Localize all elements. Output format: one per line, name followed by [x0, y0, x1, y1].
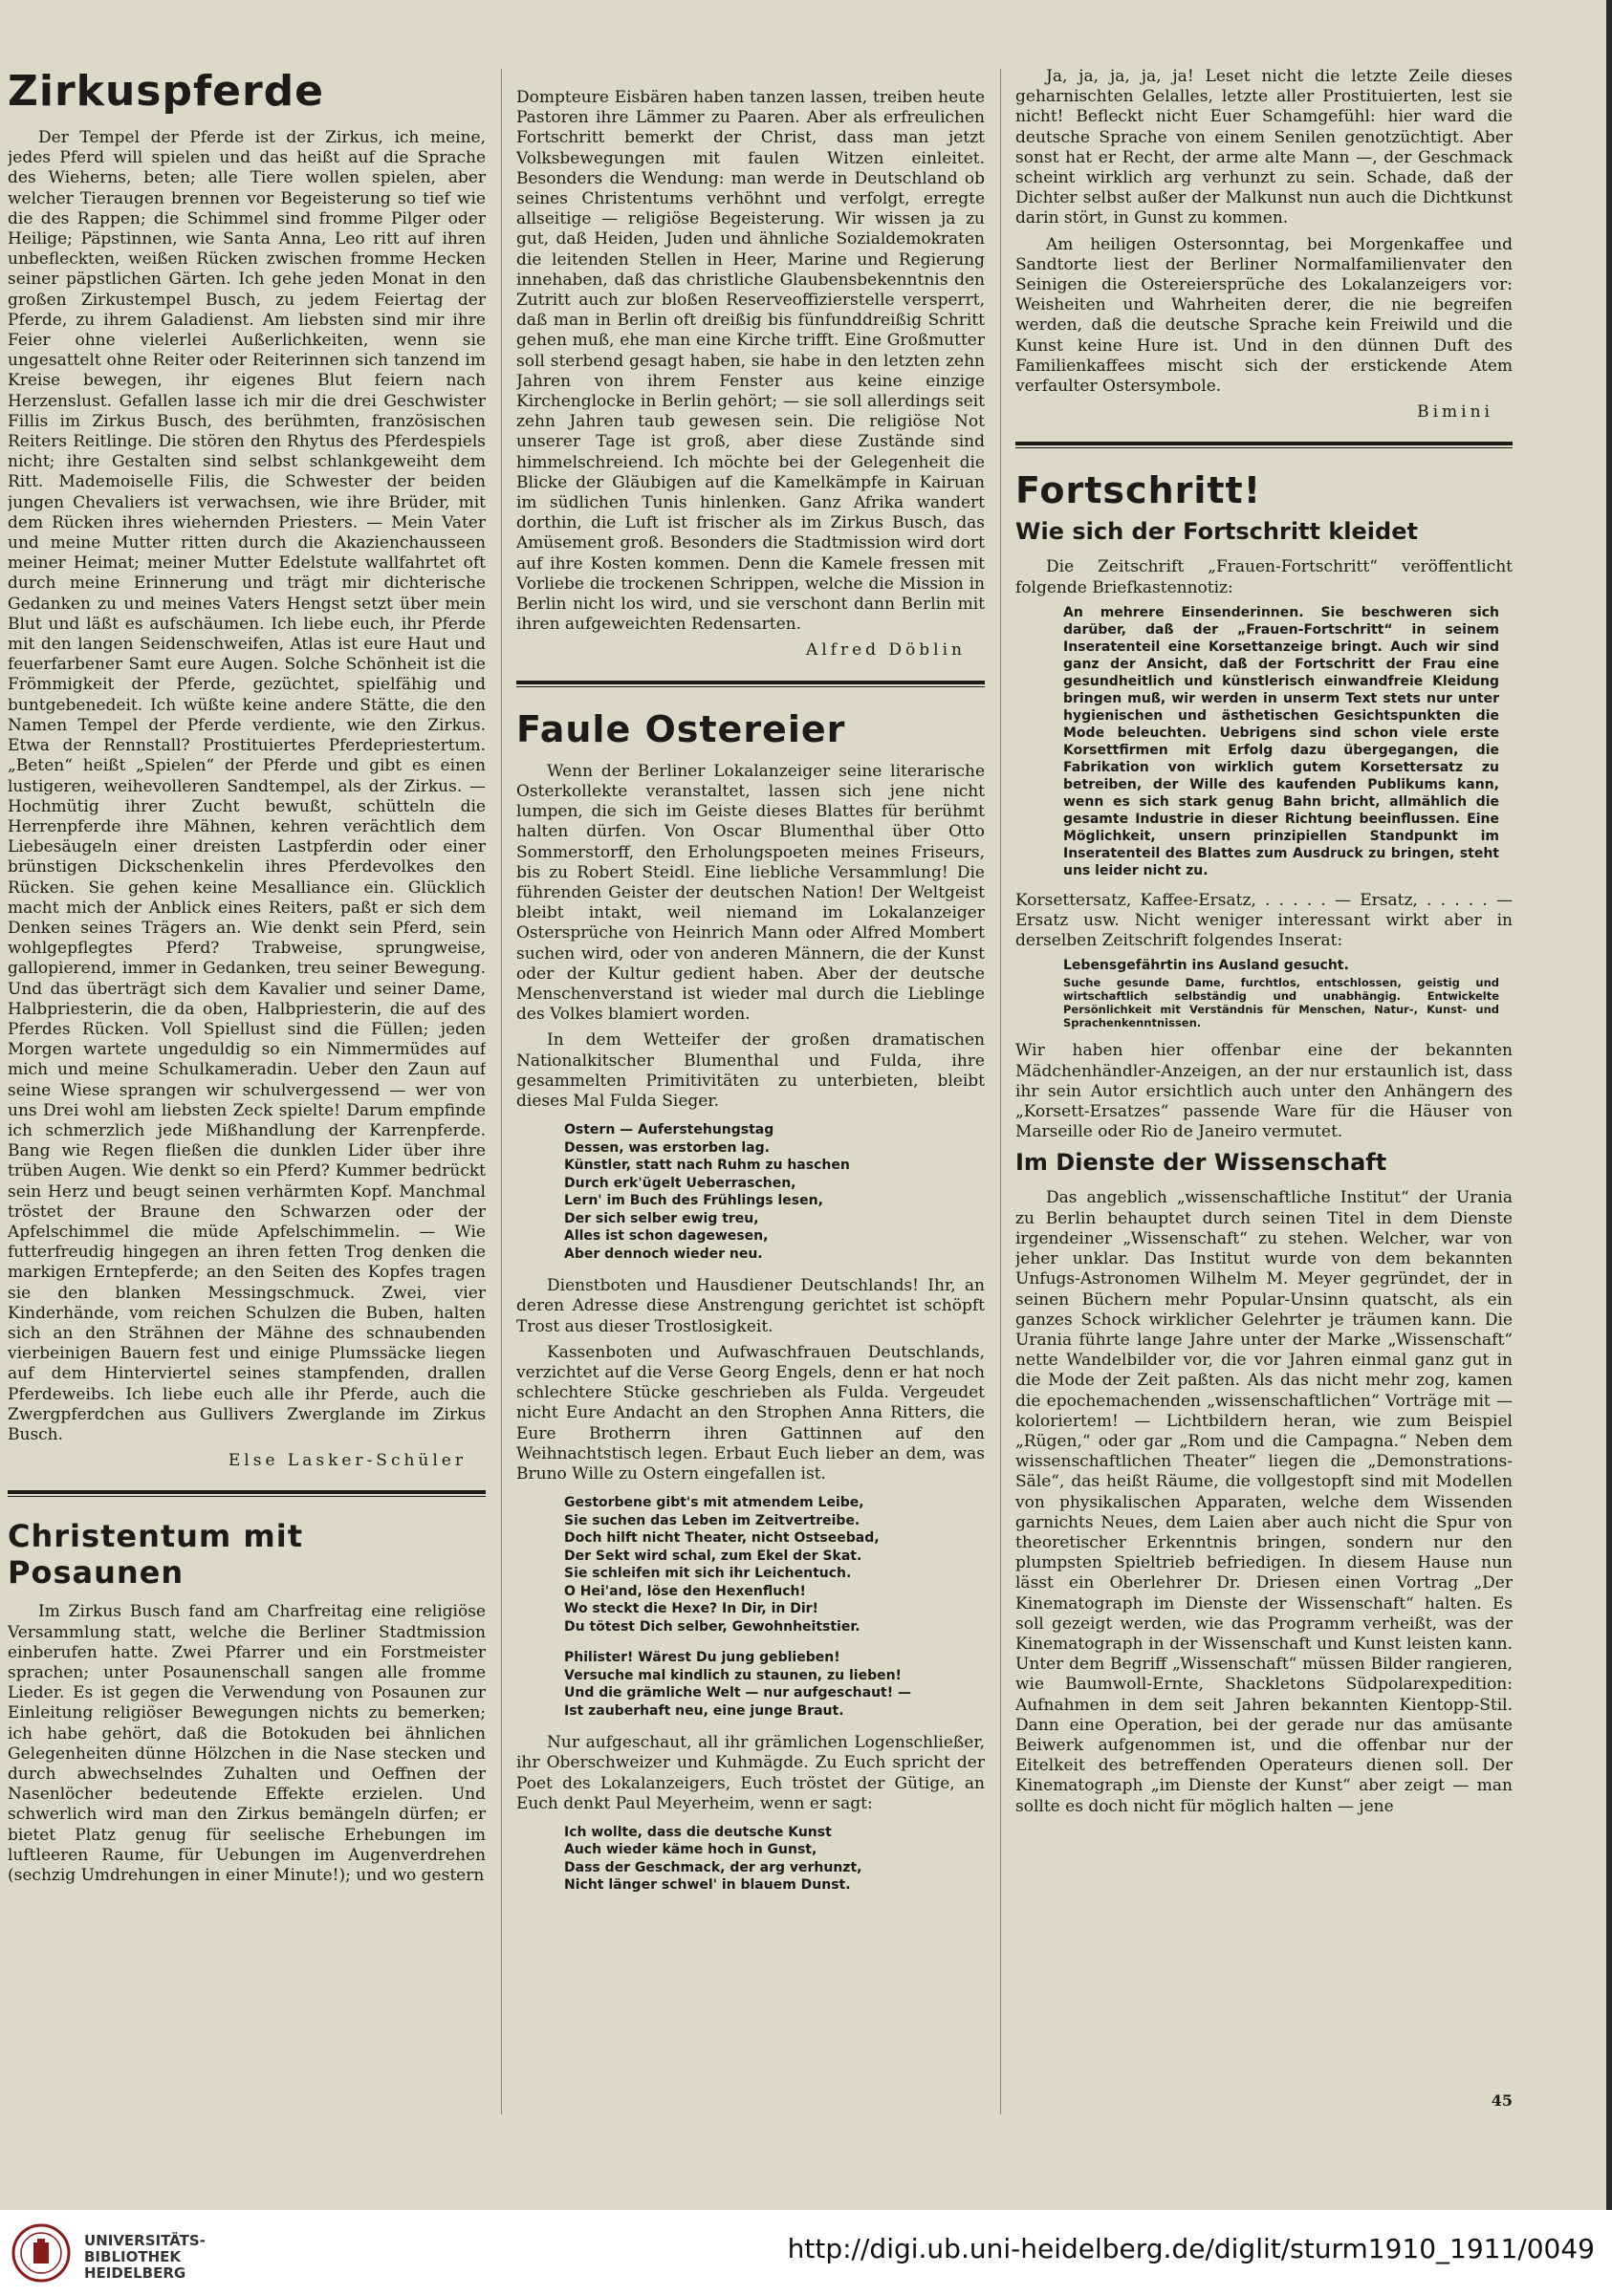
poem-line: Dessen, was erstorben lag. — [564, 1139, 770, 1156]
section-rule-thin — [8, 1496, 486, 1497]
paragraph: Dienstboten und Hausdiener Deutschlands! Ihr, an deren Adresse diese Anstrengung gerichtet ist schöpft Trost aus dieser Trostlosigkeit. — [516, 1276, 985, 1336]
paragraph: In dem Wetteifer der großen dramatischen Nationalkitscher Blumenthal und Fulda, ihre gesammelten Primitivitäten zu unterbieten, bleibt dieses Mal Fulda Sieger. — [516, 1030, 985, 1111]
poem-line: Der Sekt wird schal, zum Ekel der Skat. — [564, 1548, 862, 1564]
paragraph: Kassenboten und Aufwaschfrauen Deutschlands, verzichtet auf die Verse Georg Engels, denn er hat noch schlechtere Stücke geschrieben als Fulda. Vergeudet nicht Eure Andacht an den Strophen Anna Ritters, die Eure Brotherrn ihren Gattinnen auf den Weihnachtstisch legen. Erbaut Euch lieber an dem, was Bruno Wille zu Ostern eingefallen ist. — [516, 1342, 985, 1484]
section-rule-thin — [1015, 447, 1513, 448]
paragraph: Am heiligen Ostersonntag, bei Morgenkaffee und Sandtorte liest der Berliner Normalfamilienvater den Seinigen die Ostereiersprüche des Lokalanzeigers vor: Weisheiten und Wahrheiten derer, die nie begreifen werden, daß die deutsche Sprache kein Freiwild und die Kunst keine Hure ist. Und in den dünnen Duft des Familienkaffees mischt sich der erstickende Atem verfaulter Ostersymbole. — [1015, 234, 1513, 397]
poem-line: Nicht länger schwel' in blauem Dunst. — [564, 1877, 851, 1894]
poem-line: Lern' im Buch des Frühlings lesen, — [564, 1193, 823, 1209]
poem-line: Sie suchen das Leben im Zeitvertreibe. — [564, 1512, 860, 1528]
paragraph: Nur aufgeschaut, all ihr grämlichen Logenschließer, ihr Oberschweizer und Kuhmägde. Zu Euch spricht der Poet des Lokalanzeigers, Euch tröstet der Gütige, an Euch denkt Paul Meyerheim, wenn er sagt: — [516, 1733, 985, 1813]
poem-line: O Hei'and, löse den Hexenfluch! — [564, 1583, 806, 1599]
headline-zirkuspferde: Zirkuspferde — [8, 67, 324, 116]
advert-heading: Lebensgefährtin ins Ausland gesucht. — [1063, 958, 1349, 974]
poem-line: Durch erk'ügelt Ueberraschen, — [564, 1175, 796, 1191]
advert-text: Suche gesunde Dame, furchtlos, entschlossen, geistig und wirtschaftlich selbständig und unabhängig. Entwickelte Persönlichkeit mit Verständnis für Menschen, Natur-, Kunst- und Sprachenkenntnissen. — [1063, 976, 1499, 1030]
library-line: BIBLIOTHEK — [84, 2248, 181, 2265]
poem-line: Du tötest Dich selber, Gewohnheitstier. — [564, 1618, 860, 1635]
headline-fortschritt: Fortschritt! — [1015, 469, 1262, 512]
headline-faule-ostereier: Faule Ostereier — [516, 707, 846, 750]
column-divider — [501, 69, 502, 2114]
subheadline: Wie sich der Fortschritt kleidet — [1015, 518, 1418, 546]
poem-line: Philister! Wärest Du jung geblieben! — [564, 1650, 840, 1666]
author-signature: Alfred Döblin — [805, 640, 966, 661]
poem-line: Ostern — Auferstehungstag — [564, 1122, 774, 1138]
quoted-advert — [1063, 959, 1499, 1029]
library-name — [84, 2233, 206, 2282]
column-1 — [8, 67, 486, 2179]
article-body — [8, 128, 486, 1445]
library-footer — [0, 2210, 1612, 2296]
paragraph: Das angeblich „wissenschaftliche Institut“ der Urania zu Berlin behauptet durch seinen Titel in dem Dienste irgendeiner „Wissenschaft“ zu stehen. Welcher, war von jeher unklar. Das Institut wurde von dem bekannten Unfugs-Astronomen Wilhelm M. Meyer gegründet, der in seinen Büchern mehr Popular-Unsinn quatscht, als ein ganzes Schock wirklicher Gelehrter je träumen kann. Die Urania führte lange Jahre unter der Marke „Wissenschaft“ nette Wandelbilder vor, die vor Jahren einmal ganz gut in die Mode der Zeit paßten. Als das nicht mehr zog, kamen die epochemachenden „wissenschaftlichen“ Vorträge mit — koloriertem! — Lichtbildern heran, wie zum Beispiel „Rügen,“ oder gar „Rom und die Campagna.“ Neben dem wissenschaftlichen Theater“ liegen die „Demonstrations-Säle“, das heißt Räume, die vollgestopft sind mit Modellen von physikalischen Apparaten, welche dem Wissenden garnichts Neues, dem Laien aber auch nicht die Spur von theoretischer Erkenntnis bringen, sondern nur den plumpsten Spieltrieb befriedigen. In diesem Hause nun lässt ein Oberlehrer Dr. Driesen einen Vortrag „Der Kinematograph im Dienste der Wissenschaft“ halten. Es soll gezeigt werden, wie das Programm verheißt, was der Kinematograph in der Wissenschaft und Kunst leisten kann. Unter dem Begriff „Wissenschaft“ müssen Bilder rangieren, wie Baumwoll-Ernte, Shackletons Südpolarexpedition: Aufnahmen in dem seit Jahren bekannten Kientopp-Stil. Dann eine Operation, bei der gerade nur das amüsante Beiwerk aufgenommen ist, und die offenbar nur der Eitelkeit des betreffenden Operateurs dienen soll. Der Kinematograph „im Dienste der Kunst“ aber zeigt — man sollte es doch nicht für möglich halten — jene — [1015, 1188, 1513, 1816]
poem-wille-2 — [564, 1649, 985, 1720]
library-line: UNIVERSITÄTS- — [84, 2232, 206, 2249]
paragraph: Korsettersatz, Kaffee-Ersatz, . . . . . — Ersatz, . . . . . — Ersatz usw. Nicht weniger interessant wirkt aber in derselben Zeitschrift folgendes Inserat: — [1015, 890, 1513, 951]
author-signature: Bimini — [1417, 402, 1493, 422]
poem-line: Dass der Geschmack, der arg verhunzt, — [564, 1859, 862, 1875]
author-signature: Else Lasker-Schüler — [228, 1451, 467, 1471]
poem-line: Auch wieder käme hoch in Gunst, — [564, 1842, 817, 1858]
library-line: HEIDELBERG — [84, 2264, 186, 2282]
poem-line: Ist zauberhaft neu, eine junge Braut. — [564, 1702, 844, 1719]
poem-line: Künstler, statt nach Ruhm zu haschen — [564, 1158, 850, 1174]
poem-fulda — [564, 1121, 985, 1263]
paragraph: Die Zeitschrift „Frauen-Fortschritt“ veröffentlicht folgende Briefkastennotiz: — [1015, 557, 1513, 597]
paragraph: Im Zirkus Busch fand am Charfreitag eine religiöse Versammlung statt, welche die Berliner Stadtmission einberufen hatte. Zwei Pfarrer und ein Forstmeister sprachen; unter Posaunenschall sangen alle fromme Lieder. Es ist gegen die Verwendung von Posaunen zur Einleitung religiöser Bewegungen nichts zu bemerken; ich habe gehört, daß die Botokuden bei ähnlichen Gelegenheiten dünne Hölzchen in die Nase stecken und durch abwechselndes Zuhalten und Oeffnen der Nasenlöcher bedeutende Effekte erzielen. Und schwerlich wird man den Zirkus bemängeln dürfen; er bietet Platz genug für seelische Erhebungen im luftleeren Raume, für Uebungen im Augenverdrehen (sechzig Umdrehungen in einer Minute!); und wo gestern — [8, 1602, 486, 1886]
paragraph: Wir haben hier offenbar eine der bekannten Mädchenhändler-Anzeigen, an der nur erstaunlich ist, dass ihr sein Autor ersichtlich auch unter den Anhängern des „Korsett-Ersatzes“ passende Ware für die Häuser von Marseille oder Rio de Janeiro vermutet. — [1015, 1041, 1513, 1142]
subheadline: Im Dienste der Wissenschaft — [1015, 1149, 1387, 1177]
section-rule — [1015, 442, 1513, 445]
paragraph: Ja, ja, ja, ja, ja! Leset nicht die letzte Zeile dieses geharnischten Gelalles, letzte aller Prostituierten, lest sie nicht! Befleckt nicht Euer Schamgefühl: hier ward die deutsche Sprache von einem Senilen genotzüchtigt. Aber sonst hat er Recht, der arme alte Mann —, der Geschmack scheint wirklich arg verhunzt zu sein. Schade, daß der Dichter selbst außer der Malkunst nun auch die Dichtkunst darin stört, in Gunst zu kommen. — [1015, 67, 1513, 228]
poem-line: Aber dennoch wieder neu. — [564, 1245, 763, 1262]
section-rule-thin — [516, 686, 985, 687]
paragraph: Wenn der Berliner Lokalanzeiger seine literarische Osterkollekte veranstaltet, lassen sich jene nicht lumpen, die sich im Geiste dieses Blattes für berühmt halten dürfen. Von Oscar Blumenthal über Otto Sommerstorff, den Erholungspoeten meines Friseurs, bis zu Robert Steidl. Eine liebliche Versammlung! Die führenden Geister der deutschen Nation! Der Weltgeist bleibt intakt, weil niemand im Lokalanzeiger Ostersprüche von Heinrich Mann oder Alfred Mombert suchen wird, oder von anderen Männern, die der Kunst oder der Kultur gedient haben. Aber der deutsche Menschenverstand ist wieder mal durch die Lieblinge des Volkes blamiert worden. — [516, 761, 985, 1025]
column-divider — [1000, 69, 1001, 2114]
quoted-notice: An mehrere Einsenderinnen. Sie beschweren sich darüber, daß der „Frauen-Fortschritt“ in seinem Inseratenteil eine Korsettanzeige bringt. Auch wir sind ganz der Ansicht, daß der Fortschritt der Frau eine gesundheitlich und künstlerisch einwandfreie Kleidung bringen muß, wir werden in unserm Text stets nur unter hygienischen und ästhetischen Gesichtspunkten die Mode beleuchten. Uebrigens sind schon viele erste Korsettfirmen mit Erfolg dazu übergegangen, die Fabrikation von wirklich gutem Korsettersatz zu betreiben, der Wille des kaufenden Publikums kann, wenn es sich stark genug Bahn bricht, allmählich die gesamte Industrie in dieser Richtung beeinflussen. Eine Möglichkeit, unsern prinzipiellen Standpunkt im Inseratenteil des Blattes zum Ausdruck zu bringen, steht uns leider nicht zu. — [1063, 604, 1499, 878]
poem-line: Doch hilft nicht Theater, nicht Ostseebad, — [564, 1530, 880, 1547]
poem-line: Ich wollte, dass die deutsche Kunst — [564, 1824, 832, 1840]
paragraph: Der Tempel der Pferde ist der Zirkus, ich meine, jedes Pferd will spielen und das heißt auf die Sprache des Wieherns, beten; alle Tiere wollen spielen, aber welcher Tieraugen brennen vor Begeisterung so tief wie die des Rappen; die Schimmel sind fromme Pilger oder Heilige; Päpstinnen, wie Santa Anna, Leo ritt auf ihren unbefleckten, weißen Rücken zwischen fromme Hecken seiner päpstlichen Gärten. Ich gehe jeden Monat in den großen Zirkustempel Busch, zu jedem Feiertag der Pferde, zu ihrem Galadienst. Am liebsten sind mir ihre Feier ohne vielerlei Außerlichkeiten, wenn sie ungesattelt ohne Reiter oder Reiterinnen sich tanzend im Kreise bewegen, ihr eigenes Blut feiern nach Herzenslust. Gefallen lasse ich mir die drei Geschwister Fillis im Zirkus Busch, des berühmten, französischen Reiters Reitlinge. Die stören den Rhytus des Pferdespiels nicht; ihre Gestalten sind selbst schlankgeweiht dem Ritt. Mademoiselle Filis, die Schwester der beiden jungen Chevaliers ist verwachsen, wie ihre Brüder, mit dem Rücken ihres wiehernden Priesters. — Mein Vater und meine Mutter ritten durch die Akazienchausseen meiner Heimat; meiner Mutter Edelstute wallfahrtet oft durch meine Erinnerung und trägt mir dichterische Gedanken zu und meines Vaters Hengst setzt über mein Blut und läßt es aufschäumen. Ich liebe euch, ihr Pferde mit den langen Seidenschweifen, Atlas ist eure Haut und feuerfarbener Samt eure Augen. Solche Schönheit ist die Frömmigkeit der Pferde, gezüchtet, spielfähig und buntgebenedeit. Ich wüßte keine andere Stätte, die den Namen Tempel der Pferde verdiente, wie den Zirkus. Etwa der Rennstall? Prostituiertes Pferdepriestertum. „Beten“ heißt „Spielen“ der Pferde und gibt es einen lustigeren, weihevolleren Sandtempel, als der Zirkus. — Hochmütig ihrer Zucht bewußt, schütteln die Herrenpferde ihre Mähnen, kehren verächtlich dem Liebesäugeln einer dreisten Lastpferdin oder einer brünstigen Dickschenkelin ihres Pferdevolkes den Rücken. Sie gehen keine Mesalliance ein. Glücklich macht mich der Anblick eines Reiters, paßt er sich dem Denken seines Trägers an. Wie denkt sein Pferd, sein wohlgepflegtes Pferd? Trabweise, sprungweise, gallopierend, immer in Gedanken, treu seiner Bewegung. Und das überträgt sich dem Kavalier und seiner Dame, Halbpriesterin, die da oben, Halbpriesterin, die auf des Pferdes Rücken. Voll Spiellust sind die Füllen; jeden Morgen wartete ungeduldig so ein Nimmermüdes auf mich und meine Schulkameradin. Ueber den Zaun auf seine Wiese sprangen wir schulvergessend — wer von uns Drei wohl am liebsten Zeck spielte! Darum empfinde ich schmerzlich jede Mißhandlung der Karrenpferde. Bang wie Regen fließen die dunklen Lider über ihre trüben Augen. Wie denkt so ein Pferd? Kummer bedrückt sein Herz und beugt seinen verhärmten Kopf. Manchmal tröstet der Braune den Schwarzen oder der Apfelschimmel die müde Apfelschimmelin. — Wie futterfreudig hingegen an ihren fetten Trog denken die markigen Erntepferde; an den Seiten des Kopfes tragen sie den blanken Messingschmuck. Zwei, vier Kinderhände, vom reichen Schulzen die Buben, halten sich an den Strähnen der Mähne des schnaubenden vierbeinigen Bauern fest und einige Plumssäcke liegen auf dem Hinterviertel seines stampfenden, drallen Pferdeweibs. Ich liebe euch alle ihr Pferde, auch die Zwergpferdchen aus Gullivers Zwerglande im Zirkus Busch. — [8, 128, 486, 1444]
source-url[interactable]: http://digi.ub.uni-heidelberg.de/diglit/sturm1910_1911/0049 — [787, 2233, 1595, 2264]
poem-line: Der sich selber ewig treu, — [564, 1210, 759, 1226]
poem-line: Wo steckt die Hexe? In Dir, in Dir! — [564, 1601, 818, 1617]
poem-meyerheim — [564, 1824, 985, 1895]
poem-line: Gestorbene gibt's mit atmendem Leibe, — [564, 1495, 864, 1511]
seal-icon — [11, 2223, 71, 2283]
column-3 — [1015, 67, 1513, 2170]
poem-line: Und die grämliche Welt — nur aufgeschaut! — — [564, 1685, 911, 1701]
poem-wille — [564, 1494, 985, 1635]
paragraph: Dompteure Eisbären haben tanzen lassen, treiben heute Pastoren ihre Lämmer zu Paaren. Aber als erfreulichen Fortschritt bemerkt der Christ, dass man jetzt Volksbewegungen mit faulen Witzen einleitet. Besonders die Wendung: man werde in Deutschland ob seines Christentums verhöhnt und verfolgt, erregte allseitige — religiöse Begeisterung. Wir wissen ja zu gut, daß Heiden, Juden und ähnliche Sozialdemokraten die leitenden Stellen in Heer, Marine und Regierung innehaben, daß das christliche Glaubensbekenntnis den Zutritt auch zur bloßen Reserveoffizierstelle versperrt, daß man in Berlin oft dreißig bis fünfunddreißig Schritt gehen muß, ehe man eine Kirche trifft. Eine Großmutter soll sterbend gesagt haben, sie habe in den letzten zehn Jahren von ihrem Fenster aus keine einzige Kirchenglocke in Berlin gehört; — sie soll allerdings seit zehn Jahren taub gewesen sein. Die religiöse Not unserer Tage ist groß, aber diese Zustände sind himmelschreiend. Ich möchte bei der Gelegenheit die Blicke der Gläubigen auf die Kamelkämpfe in Kairuan im südlichen Tunis hinlenken. Ganz Afrika wandert dorthin, die Luft ist frischer als im Zirkus Busch, das Amüsement groß. Besonders die Stadtmission wird dort auf ihre Kosten kommen. Denn die Kamele fressen mit Vorliebe die trockenen Schrippen, welche die Mission in Berlin nicht los wird, und sie verschont dann Berlin mit ihren aufgeweichten Redensarten. — [516, 88, 985, 635]
poem-line: Versuche mal kindlich zu staunen, zu lieben! — [564, 1667, 902, 1683]
column-2 — [516, 88, 985, 2191]
headline-christentum: Christentum mit Posaunen — [8, 1518, 304, 1592]
scan-edge — [1606, 0, 1612, 2210]
poem-line: Alles ist schon dagewesen, — [564, 1228, 769, 1245]
page-number: 45 — [1491, 2091, 1513, 2110]
section-rule — [8, 1490, 486, 1494]
section-rule — [516, 681, 985, 684]
poem-line: Sie schleifen mit sich ihr Leichentuch. — [564, 1566, 852, 1582]
